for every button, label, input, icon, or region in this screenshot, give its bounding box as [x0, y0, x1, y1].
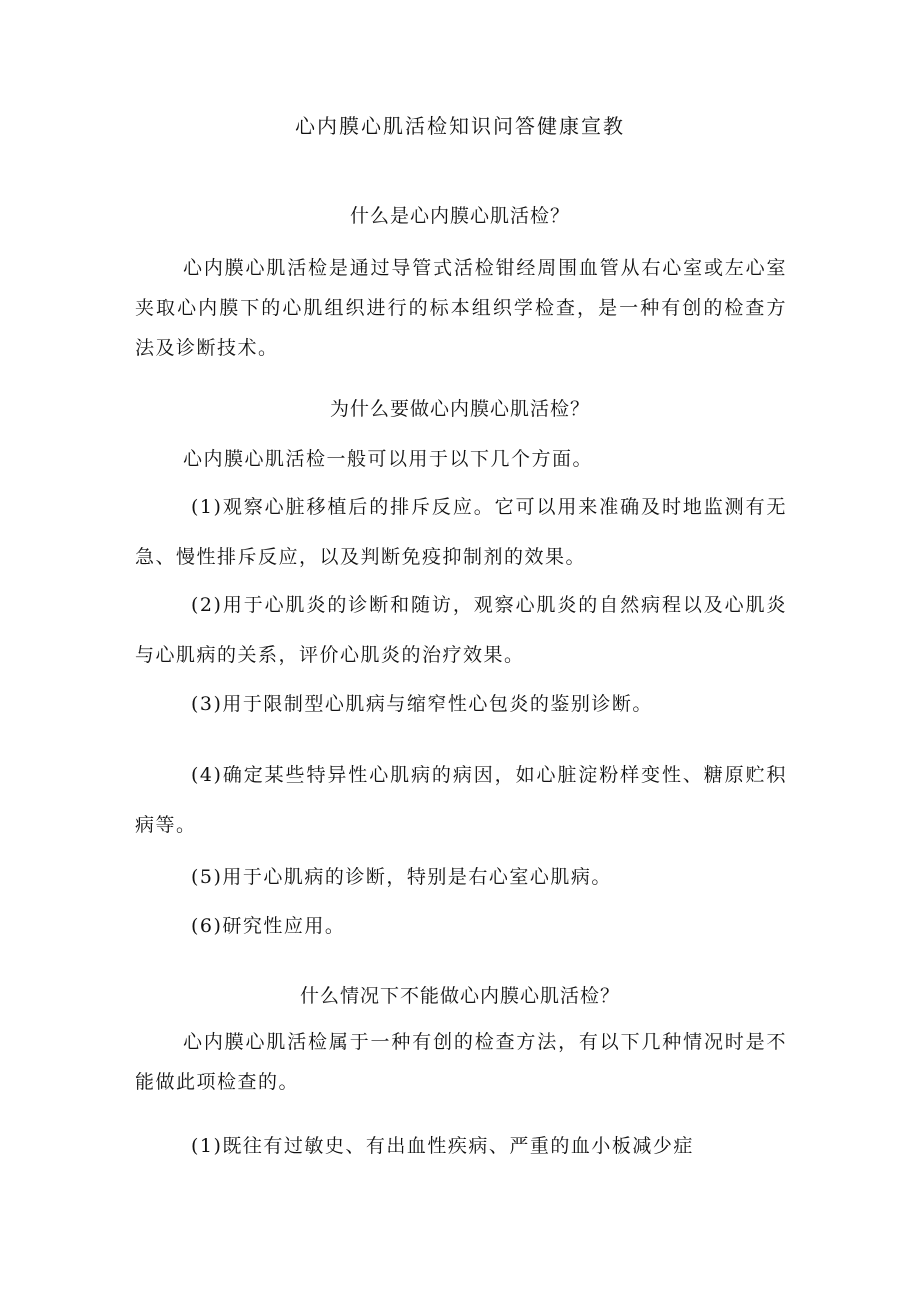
list-item-why-5: (5)用于心肌病的诊断，特别是右心室心肌病。: [191, 866, 612, 888]
section-paragraph-why: 心内膜心肌活检一般可以用于以下几个方面。: [183, 448, 594, 470]
section-heading-when-not: 什么情况下不能做心内膜心肌活检？: [299, 985, 620, 1007]
list-item-why-4: (4)确定某些特异性心肌病的病因，如心脏淀粉样变性、糖原贮积病等。: [135, 764, 787, 836]
section-paragraph-when-not: 心内膜心肌活检属于一种有创的检查方法，有以下几种情况时是不能做此项检查的。: [135, 1031, 787, 1093]
list-item-why-3: (3)用于限制型心肌病与缩窄性心包炎的鉴别诊断。: [191, 693, 653, 715]
section-paragraph-what-is: 心内膜心肌活检是通过导管式活检钳经周围血管从右心室或左心室夹取心内膜下的心肌组织进行的标本组织学检查，是一种有创的检查方法及诊断技术。: [135, 257, 787, 359]
list-item-why-6: (6)研究性应用。: [191, 915, 346, 937]
list-item-why-2: (2)用于心肌炎的诊断和随访，观察心肌炎的自然病程以及心肌炎与心肌病的关系，评价心肌炎的治疗效果。: [135, 594, 787, 666]
document-title: 心内膜心肌活检知识问答健康宣教: [295, 114, 625, 138]
section-heading-why: 为什么要做心内膜心肌活检？: [329, 398, 590, 420]
list-item-why-1: (1)观察心脏移植后的排斥反应。它可以用来准确及时地监测有无急、慢性排斥反应，以及判断免疫抑制剂的效果。: [135, 496, 787, 568]
section-heading-what-is: 什么是心内膜心肌活检？: [349, 205, 570, 227]
list-item-when-not-1: (1)既往有过敏史、有出血性疾病、严重的血小板减少症: [191, 1135, 694, 1157]
